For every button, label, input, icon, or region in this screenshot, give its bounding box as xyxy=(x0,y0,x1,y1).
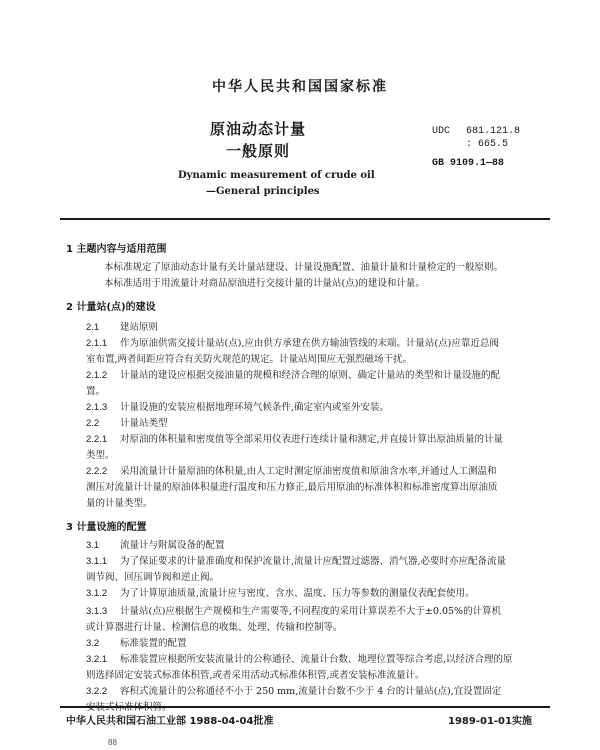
clause-number: 2.2.1 xyxy=(86,434,108,445)
clause-3-1-3-cont: 或计算器进行计量、检测信息的收集、处理、传输和控制等。 xyxy=(86,622,343,633)
section-3-heading: 3 计量设施的配置 xyxy=(66,522,147,533)
clause-3-1-1 xyxy=(86,554,506,570)
clause-number: 3.1 xyxy=(86,540,100,551)
subsection-2-1 xyxy=(86,320,158,336)
clause-text: 为了保证要求的计量准确度和保护流量计,流量计应配置过滤器、消气器,必要时亦应配备流量 xyxy=(120,556,507,567)
clause-title: 流量计与附属设备的配置 xyxy=(120,540,225,551)
clause-number: 3.1.2 xyxy=(86,588,108,599)
clause-number: 2.1.1 xyxy=(86,338,108,349)
clause-2-2-2-cont-2: 量的计量类型。 xyxy=(86,498,153,509)
clause-number: 2.1 xyxy=(86,322,100,333)
clause-number: 3.2 xyxy=(86,638,100,649)
clause-3-2-1-cont: 则选择固定安装式标准体积管,或者采用活动式标准体积管,或者安装标准流量计。 xyxy=(86,670,425,681)
section-1-para-2: 本标准适用于用流量计对商品原油进行交接计量的计量站(点)的建设和计量。 xyxy=(104,278,425,289)
clause-2-1-1 xyxy=(86,336,499,352)
clause-text: 对原油的体积量和密度值等全部采用仪表进行连续计量和测定,并直接计算出原油质量的计量 xyxy=(120,434,504,445)
clause-text: 作为原油供需交接计量站(点),应由供方承建在供方输油管线的末端。计量站(点)应靠近总阀 xyxy=(120,338,499,349)
clause-3-2-2 xyxy=(86,684,501,700)
clause-title: 计量站类型 xyxy=(120,418,168,429)
document-title-line1: 原油动态计量 xyxy=(210,120,307,138)
section-1-heading: 1 主题内容与适用范围 xyxy=(66,244,167,255)
clause-number: 3.1.3 xyxy=(86,606,108,617)
clause-text: 计量站的建设应根据交接油量的规模和经济合理的原则、确定计量站的类型和计量设施的配 xyxy=(120,370,501,381)
header-divider xyxy=(60,218,550,220)
clause-text: 计量站(点)应根据生产规模和生产需要等,不同程度的采用计算误差不大于±0.05%的计算机 xyxy=(120,606,502,617)
udc-value-1: 681.121.8 xyxy=(466,126,521,137)
clause-2-2-1-cont: 类型。 xyxy=(86,450,115,461)
clause-number: 2.2 xyxy=(86,418,100,429)
udc-label: UDC xyxy=(432,126,451,137)
clause-text: 标准装置应根据所安装流量计的公称通径、流量计台数、地理位置等综合考虑,以经济合理的原 xyxy=(120,654,513,665)
clause-3-1-2 xyxy=(86,586,475,602)
clause-number: 3.2.1 xyxy=(86,654,108,665)
standard-title: 中华人民共和国国家标准 xyxy=(212,79,388,95)
clause-number: 2.1.3 xyxy=(86,402,108,413)
implementation-date: 1989-01-01实施 xyxy=(448,716,532,727)
clause-2-1-3 xyxy=(86,400,389,416)
clause-title: 建站原则 xyxy=(120,322,159,333)
clause-number: 2.1.2 xyxy=(86,370,108,381)
approval-statement: 中华人民共和国石油工业部 1988-04-04批准 xyxy=(66,716,274,727)
clause-2-1-2-cont: 置。 xyxy=(86,386,106,397)
page-number: 88 xyxy=(108,738,117,747)
section-1-para-1: 本标准规定了原油动态计量有关计量站建设、计量设施配置、油量计量和计量检定的一般原则。 xyxy=(104,262,504,273)
english-title-line1: Dynamic measurement of crude oil xyxy=(178,170,375,181)
clause-3-2-2-cont: 安装式标准体积管。 xyxy=(86,702,172,713)
footer-divider xyxy=(60,706,550,708)
clause-text: 计量设施的安装应根据地理环境气候条件,确定室内或室外安装。 xyxy=(120,402,390,413)
udc-value-2: : 665.5 xyxy=(466,139,509,150)
clause-text: 容积式流量计的公称通径不小于 250 mm,流量计台数不少于 4 台的计量站(点),宜设置固定 xyxy=(120,686,502,697)
document-title-line2: 一般原则 xyxy=(226,142,291,160)
clause-text: 采用流量计计量原油的体积量,由人工定时测定原油密度值和原油含水率,并通过人工测温和 xyxy=(120,466,497,477)
clause-3-1-3 xyxy=(86,604,501,620)
clause-text: 为了计算原油质量,流量计应与密度、含水、温度、压力等参数的测量仪表配套使用。 xyxy=(120,588,475,599)
clause-2-2-2 xyxy=(86,464,497,480)
clause-3-2-1 xyxy=(86,652,513,668)
clause-2-1-1-cont: 室布置,两者间距应符合有关防火规范的规定。计量站周围应无强烈磁场干扰。 xyxy=(86,354,413,365)
section-2-heading: 2 计量站(点)的建设 xyxy=(66,302,156,313)
english-title-line2: —General principles xyxy=(206,186,320,197)
clause-2-2-2-cont-1: 测压对流量计计量的原油体积量进行温度和压力修正,最后用原油的标准体积和标准密度算出原油质 xyxy=(86,482,498,493)
clause-number: 2.2.2 xyxy=(86,466,108,477)
clause-3-1-1-cont: 调节阀、回压调节阀和逆止阀。 xyxy=(86,572,220,583)
clause-2-1-2 xyxy=(86,368,500,384)
subsection-3-2 xyxy=(86,636,187,652)
subsection-3-1 xyxy=(86,538,225,554)
clause-2-2-1 xyxy=(86,432,503,448)
clause-title: 标准装置的配置 xyxy=(120,638,187,649)
clause-number: 3.2.2 xyxy=(86,686,108,697)
clause-number: 3.1.1 xyxy=(86,556,108,567)
gb-standard-number: GB 9109.1—88 xyxy=(432,158,505,169)
subsection-2-2 xyxy=(86,416,168,432)
